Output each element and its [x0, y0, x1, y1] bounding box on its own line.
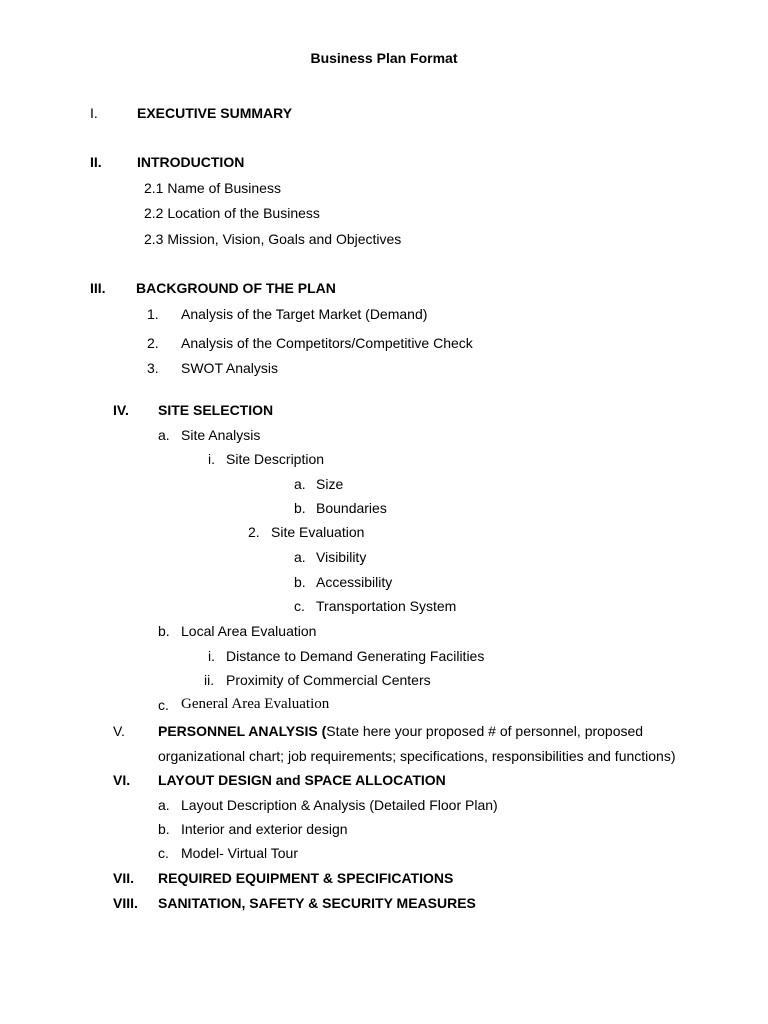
list-marker: a.	[294, 549, 306, 565]
list-marker: a.	[158, 797, 170, 813]
section-3-item: Analysis of the Competitors/Competitive Check	[181, 335, 473, 351]
section-4-subsubitem: Visibility	[316, 549, 367, 565]
section-5-number: V.	[113, 723, 125, 739]
section-4-subitem: Site Evaluation	[271, 524, 365, 540]
list-marker: b.	[158, 821, 170, 837]
section-4-subitem: Proximity of Commercial Centers	[226, 672, 431, 688]
section-6-item: Interior and exterior design	[181, 821, 348, 837]
list-marker: b.	[294, 500, 306, 516]
list-marker: i.	[208, 451, 215, 467]
section-4-subsubitem: Transportation System	[316, 598, 457, 614]
section-4-number: IV.	[113, 402, 129, 418]
section-5-note: State here your proposed # of personnel, proposed	[326, 723, 644, 739]
section-5-line	[158, 722, 643, 740]
section-4-subsubitem: Accessibility	[316, 574, 393, 590]
section-4-subitem: Site Description	[226, 451, 325, 467]
section-6-number: VI.	[113, 772, 131, 788]
section-4-item: General Area Evaluation	[181, 696, 330, 712]
section-4-subsubitem: Boundaries	[316, 500, 387, 516]
list-marker: c.	[158, 697, 169, 713]
section-7-heading: REQUIRED EQUIPMENT & SPECIFICATIONS	[158, 870, 454, 886]
list-marker: i.	[208, 648, 215, 664]
list-marker: a.	[294, 476, 306, 492]
section-2-item: 2.2 Location of the Business	[144, 205, 320, 221]
section-7-number: VII.	[113, 870, 135, 886]
section-2-number: II.	[90, 154, 102, 170]
section-2-item: 2.1 Name of Business	[144, 180, 281, 196]
section-4-subsubitem: Size	[316, 476, 344, 492]
list-marker: 3.	[147, 360, 159, 376]
list-marker: b.	[294, 574, 306, 590]
list-marker: 2.	[248, 524, 260, 540]
section-2-item: 2.3 Mission, Vision, Goals and Objectives	[144, 231, 402, 247]
list-marker: c.	[294, 598, 305, 614]
list-marker: 2.	[147, 335, 159, 351]
list-marker: a.	[158, 427, 170, 443]
section-3-item: SWOT Analysis	[181, 360, 278, 376]
section-5-heading: PERSONNEL ANALYSIS (	[158, 723, 327, 739]
section-1-number: I.	[90, 105, 98, 121]
list-marker: b.	[158, 623, 170, 639]
section-1-heading: EXECUTIVE SUMMARY	[137, 105, 293, 121]
section-8-number: VIII.	[113, 895, 138, 911]
list-marker: c.	[158, 845, 169, 861]
section-4-subitem: Distance to Demand Generating Facilities	[226, 648, 485, 664]
section-5-note-continued: organizational chart; job requirements; specifications, responsibilities and functions)	[158, 748, 676, 764]
section-3-item: Analysis of the Target Market (Demand)	[181, 306, 428, 322]
page-title: Business Plan Format	[310, 50, 458, 66]
section-2-heading: INTRODUCTION	[137, 154, 245, 170]
list-marker: 1.	[147, 306, 159, 322]
section-6-item: Model- Virtual Tour	[181, 845, 298, 861]
section-4-item: Site Analysis	[181, 427, 261, 443]
section-8-heading: SANITATION, SAFETY & SECURITY MEASURES	[158, 895, 476, 911]
section-4-item: Local Area Evaluation	[181, 623, 317, 639]
list-marker: ii.	[204, 672, 215, 688]
section-6-heading: LAYOUT DESIGN and SPACE ALLOCATION	[158, 772, 446, 788]
section-6-item: Layout Description & Analysis (Detailed Floor Plan)	[181, 797, 498, 813]
section-3-heading: BACKGROUND OF THE PLAN	[136, 280, 336, 296]
section-4-heading: SITE SELECTION	[158, 402, 274, 418]
section-3-number: III.	[90, 280, 106, 296]
